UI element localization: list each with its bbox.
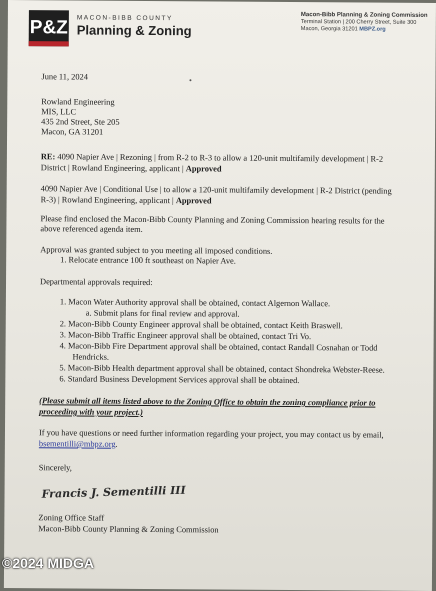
dept-item: 6. Standard Business Development Services approval shall be obtained.: [59, 374, 300, 386]
signer-title: Zoning Office Staff: [38, 513, 105, 523]
dept-item: 5. Macon-Bibb Health department approval shall be obtained, contact Shondreka Webster-Reese.: [59, 363, 385, 375]
conditional-use-status: Approved: [175, 196, 212, 206]
paper-speck: [189, 79, 191, 81]
letter-date: June 11, 2024: [41, 72, 88, 82]
recipient-company: MIS, LLC: [41, 107, 77, 117]
conditional-use-line-1: 4090 Napier Ave | Conditional Use | to allow a 120-unit multifamily development | R-2 District (pending: [40, 184, 392, 196]
conditional-use-line-2: R-3) | Rowland Engineering, applicant | Approved: [40, 195, 212, 206]
dept-intro: Departmental approvals required:: [40, 277, 153, 288]
recipient-street: 435 2nd Street, Ste 205: [41, 117, 120, 127]
brand-name: Planning & Zoning: [76, 22, 192, 39]
recipient-name: Rowland Engineering: [41, 97, 115, 107]
re-line-2: District | Rowland Engineering, applicant | Approved: [40, 163, 222, 174]
questions-line: If you have questions or need further information regarding your project, you may contact us by email,: [38, 428, 384, 440]
org-name: Macon-Bibb Planning & Zoning Commission: [300, 12, 428, 19]
copyright-watermark: ©2024 MIDGA: [2, 555, 95, 571]
approval-intro: Approval was granted subject to you meeting all imposed conditions.: [40, 245, 273, 256]
pz-logo: P&Z: [29, 10, 69, 46]
handwritten-signature: Francis J. Sementilli III: [41, 483, 186, 501]
dept-item-continued: Hendricks.: [72, 352, 110, 362]
rezoning-status: Approved: [185, 164, 222, 174]
contact-email-link[interactable]: bsementilli@mbpz.org: [38, 439, 116, 449]
contact-email-line: bsementilli@mbpz.org.: [38, 439, 118, 449]
closing: Sincerely,: [38, 463, 72, 473]
signer-organization: Macon-Bibb County Planning & Zoning Commission: [38, 524, 219, 535]
enclosed-line-1: Please find enclosed the Macon-Bibb County Planning and Zoning Commission hearing results for the: [40, 214, 385, 226]
condition-item: 1. Relocate entrance 100 ft southeast on Napier Ave.: [60, 255, 236, 266]
re-line-1: RE: 4090 Napier Ave | Rezoning | from R-2 to R-3 to allow a 120-unit multifamily development | R-2: [40, 152, 384, 164]
dept-item: 3. Macon-Bibb Traffic Engineer approval shall be obtained, contact Tri Vo.: [59, 330, 312, 342]
recipient-city: Macon, GA 31201: [41, 127, 104, 137]
city-line: Macon, Georgia 31201: [300, 26, 358, 33]
notice-line-2: proceeding with your project.): [39, 407, 143, 417]
dept-item: 4. Macon-Bibb Fire Department approval shall be obtained, contact Randall Cosnahan or Todd: [59, 341, 378, 353]
letterhead-address: [301, 12, 428, 34]
brand-county: MACON-BIBB COUNTY: [76, 14, 173, 23]
address-line: Terminal Station | 200 Cherry Street, Suite 300: [300, 19, 417, 27]
letter-page: [4, 0, 436, 591]
re-label: RE:: [40, 152, 56, 162]
dept-item: 1. Macon Water Authority approval shall be obtained, contact Algernon Wallace.: [59, 297, 331, 309]
dept-item: 2. Macon-Bibb County Engineer approval shall be obtained, contact Keith Braswell.: [59, 319, 343, 331]
dept-subitem: a. Submit plans for final review and approval.: [85, 308, 240, 319]
notice-line-1: (Please submit all items listed above to the Zoning Office to obtain the zoning compliance prior to: [39, 396, 376, 408]
website: MBPZ.org: [359, 26, 386, 34]
enclosed-line-2: above referenced agenda item.: [40, 224, 143, 234]
